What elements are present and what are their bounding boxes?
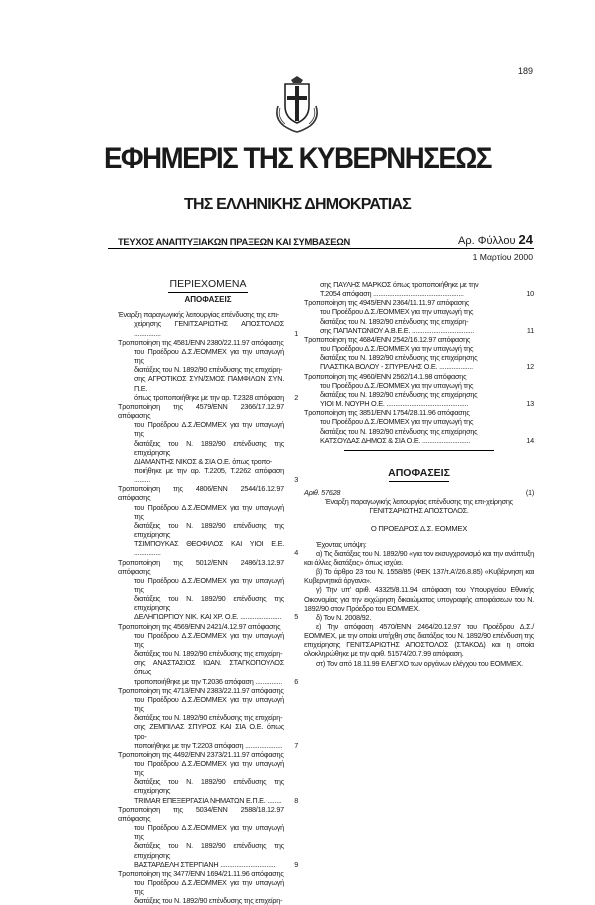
- contents-entry: [118, 622, 298, 686]
- contents-entry-line: ΤΣΙΜΠΟΥΚΑΣ ΘΕΟΦΙΛΟΣ ΚΑΙ ΥΙΟΙ Ε.Ε. ...............: [134, 539, 284, 558]
- contents-entry: [118, 484, 298, 557]
- contents-entry-line: του Προέδρου Δ.Σ./ΕΟΜΜΕΧ για την υπαγωγή της: [320, 380, 474, 390]
- contents-entry-page: 1: [294, 328, 298, 338]
- contents-entry-line: διατάξεις του Ν. 1892/90 επένδυσης της επιχείρη-: [134, 713, 283, 723]
- contents-entry-line: Τροποποίηση της 4492/ΕΝΝ 2373/21.11.97 απόφασης: [118, 749, 284, 759]
- contents-entry-line: ΚΑΤΣΟΥΔΑΣ ΔΗΜΟΣ & ΣΙΑ Ο.Ε. ...........................: [320, 435, 471, 445]
- gazette-subtitle: ΤΗΣ ΕΛΛΗΝΙΚΗΣ ΔΗΜΟΚΡΑΤΙΑΣ: [184, 196, 411, 213]
- contents-entry-page: 7: [294, 740, 298, 750]
- contents-entry-line: διατάξεις του Ν. 1892/90 επένδυσης της επιχείρησης: [320, 389, 478, 399]
- contents-entry-page: 5: [294, 612, 298, 622]
- contents-entry-line: διατάξεις του Ν. 1892/90 επένδυσης της επιχείρησης: [134, 777, 284, 796]
- contents-entry-page: 11: [526, 325, 534, 335]
- act-paragraph: ε) Την απόφαση 4570/ΕΝΝ 2464/20.12.97 του Προέδρου Δ.Σ./ΕΟΜΜΕΧ, με την οποία υπήχθη στις διατάξεις του Ν. 1892/90 επένδυση της επιχείρησης ΓΕΝΙΤΣΑΡΙΩΤΗΣ ΑΠΟΣΤΟΛΟΣ (ΣΤΑΚΟΔ) και η οποία ολοκληρώθηκε με την αριθ. 51574/20.7.99 απόφαση.: [304, 622, 534, 659]
- gazette-series: ΤΕΥΧΟΣ ΑΝΑΠΤΥΞΙΑΚΩΝ ΠΡΑΞΕΩΝ ΚΑΙ ΣΥΜΒΑΣΕΩΝ: [118, 236, 350, 247]
- contents-entry: [118, 558, 298, 622]
- contents-entry-line: διατάξεις του Ν. 1892/90 επένδυσης της επιχείρη-: [134, 649, 283, 659]
- contents-entry-line: Τροποποίηση της 3851/ΕΝΝ 1754/28.11.96 απόφασης: [304, 408, 470, 418]
- contents-entry-line: TRIMAR ΕΠΕΞΕΡΓΑΣΙΑ ΝΗΜΑΤΩΝ Ε.Π.Ε. ........: [134, 795, 282, 805]
- contents-entry-line: Τροποποίηση της 4684/ΕΝΝ 2542/16.12.97 απόφασης: [304, 334, 471, 344]
- act-paragraph: δ) Τον Ν. 2008/92.: [316, 612, 372, 622]
- contents-entry-page: 2: [294, 392, 298, 402]
- contents-entry-page: 4: [294, 548, 298, 558]
- contents-entry: [118, 402, 298, 484]
- contents-entry-line: διατάξεις του Ν. 1892/90 επένδυσης της επιχείρη-: [320, 316, 469, 326]
- contents-entry-line: του Προέδρου Δ.Σ./ΕΟΜΜΕΧ για την υπαγωγή της: [134, 694, 284, 714]
- contents-entry: [118, 805, 298, 869]
- act-index: (1): [525, 487, 534, 497]
- contents-entry-line: Τροποποίηση της 3477/ΕΝΝ 1694/21.11.96 απόφασης: [118, 868, 284, 878]
- act-subject: Έναρξη παραγωγικής λειτουργίας επένδυσης της επι-χείρησης ΓΕΝΙΤΣΑΡΙΩΤΗΣ ΑΠΟΣΤΟΛΟΣ.: [325, 497, 513, 516]
- contents-entry-line: σης ΑΝΑΣΤΑΣΙΟΣ ΙΩΑΝ. ΣΤΑΓΚΟΠΟΥΛΟΣ όπως: [134, 658, 284, 677]
- contents-title: ΠΕΡΙΕΧΟΜΕΝΑ: [169, 278, 247, 290]
- contents-entry-line: του Προέδρου Δ.Σ./ΕΟΜΜΕΧ για την υπαγωγή της: [134, 502, 284, 521]
- issue-number: [458, 232, 533, 247]
- contents-entry-line: Τροποποίηση της 4945/ΕΝΝ 2364/11.11.97 απόφασης: [304, 298, 470, 308]
- contents-entry-line: του Προέδρου Δ.Σ./ΕΟΜΜΕΧ για την υπαγωγή της: [134, 823, 284, 842]
- contents-entry: [118, 750, 298, 805]
- issue-number-value: 24: [518, 232, 533, 247]
- contents-entry-line: ΠΛΑΣΤΙΚΑ ΒΟΛΟΥ - ΣΠΥΡΕΛΗΣ Ο.Ε. ...................: [320, 362, 473, 372]
- contents-entry-line: σης ΖΕΜΠΙΛΑΣ ΣΠΥΡΟΣ ΚΑΙ ΣΙΑ Ο.Ε. όπως τρο-: [134, 722, 284, 741]
- act-paragraph: στ) Τον από 18.11.99 ΕΛΕΓΧΟ των οργάνων ελέγχου του ΕΟΜΜΕΧ.: [316, 658, 523, 668]
- contents-entry-line: του Προέδρου Δ.Σ./ΕΟΜΜΕΧ για την υπαγωγή της: [134, 346, 284, 366]
- contents-entry-line: διατάξεις του Ν. 1892/90 επένδυσης της επιχείρησης: [134, 594, 284, 613]
- contents-entry-line: τροποποιήθηκε με την Τ.2036 απόφαση ...............: [134, 676, 283, 686]
- contents-entry-line: διατάξεις του Ν. 1892/90 επένδυσης της επιχείρησης: [320, 353, 478, 363]
- act-paragraph: β) Το άρθρο 23 του Ν. 1558/85 (ΦΕΚ 137/τ.Α'/26.8.85) «Κυβέρνηση και Κυβερνητικά όργανα».: [304, 567, 534, 586]
- contents-entry-line: διατάξεις του Ν. 1892/90 επένδυσης της επιχείρησης: [134, 438, 284, 457]
- contents-entry: [304, 280, 534, 298]
- contents-entry-line: σης ΠΑΠΑΝΤΩΝΙΟΥ Α.Β.Ε.Ε. ...................................: [320, 325, 475, 335]
- contents-entry-page: 9: [294, 859, 298, 869]
- contents-entry: [304, 408, 534, 445]
- contents-entry-line: ΥΙΟΙ Μ. ΝΟΥΡΗ Ο.Ε. ..............................................: [320, 399, 469, 409]
- decisions-title: ΑΠΟΦΑΣΕΙΣ: [388, 466, 450, 479]
- contents-entry-line: του Προέδρου Δ.Σ./ΕΟΜΜΕΧ για την υπαγωγή της: [134, 630, 284, 649]
- contents-entry: [304, 298, 534, 335]
- issue-label: Αρ. Φύλλου: [458, 235, 516, 247]
- contents-entry-line: ΒΑΣΤΑΡΔΕΛΗ ΣΤΕΡΓΙΑΝΗ ...............................: [134, 859, 276, 869]
- greek-coat-of-arms-emblem: [272, 76, 322, 134]
- contents-entry-line: Τροποποίηση της 4569/ΕΝΝ 2421/4.12.97 απόφασης: [118, 621, 281, 631]
- contents-rule: [168, 292, 248, 293]
- contents-entry: [304, 372, 534, 409]
- contents-entry-page: 14: [526, 435, 534, 445]
- header-rule: [108, 248, 534, 249]
- contents-entry-line: του Προέδρου Δ.Σ./ΕΟΜΜΕΧ για την υπαγωγή της: [320, 344, 474, 354]
- contents-entry-line: σης ΠΑΥΛΗΣ ΜΑΡΚΟΣ όπως τροποποιήθηκε με την: [320, 280, 479, 289]
- contents-entry-line: διατάξεις του Ν. 1892/90 επένδυσης της επιχείρησης: [134, 520, 284, 540]
- contents-entry-line: ποιήθηκε με την αρ. Τ.2205, Τ.2262 απόφαση .........: [134, 465, 284, 485]
- contents-list-left: [118, 310, 298, 905]
- contents-entry-page: 13: [526, 399, 534, 409]
- right-column: [304, 280, 534, 668]
- contents-entry-line: ποποιήθηκε με την Τ.2203 απόφαση .....................: [134, 740, 283, 750]
- contents-end-rule: [344, 450, 494, 451]
- contents-entry-line: Τροποποίηση της 5034/ΕΝΝ 2588/18.12.97 απόφασης: [118, 804, 284, 823]
- contents-entry-line: του Προέδρου Δ.Σ./ΕΟΜΜΕΧ για την υπαγωγή της: [134, 575, 284, 594]
- contents-entry-line: του Προέδρου Δ.Σ./ΕΟΜΜΕΧ για την υπαγωγή της: [134, 758, 284, 778]
- contents-entry-line: του Προέδρου Δ.Σ./ΕΟΜΜΕΧ για την υπαγωγή της: [320, 417, 474, 427]
- contents-entry-line: του Προέδρου Δ.Σ./ΕΟΜΜΕΧ για την υπαγωγή της: [320, 307, 474, 317]
- gazette-title: ΕΦΗΜΕΡΙΣ ΤΗΣ ΚΥΒΕΡΝΗΣΕΩΣ: [103, 142, 492, 175]
- act-paragraph: γ) Την υπ' αριθ. 43325/8.11.94 απόφαση του Υπουργείου Εθνικής Οικονομίας για την εκχώρηση δικαιώματος υπογραφής αποφάσεων του Ν. 1892/90 στον Πρόεδρο του ΕΟΜΜΕΧ.: [304, 585, 534, 613]
- contents-entry-page: 10: [526, 289, 534, 299]
- act-body: [304, 540, 534, 668]
- contents-entry-line: όπως τροποποιήθηκε με την αρ. Τ.2328 απόφαση: [134, 392, 284, 402]
- contents-entry-line: διατάξεις του Ν. 1892/90 επένδυσης της επιχείρη-: [134, 896, 283, 905]
- decisions-rule: [389, 481, 449, 482]
- contents-entry-line: Τροποποίηση της 4960/ΕΝΝ 2562/14.1.98 απόφασης: [304, 371, 467, 381]
- contents-left-column: [118, 280, 298, 905]
- contents-entry: [118, 310, 298, 337]
- contents-entry-line: Τροποποίηση της 4713/ΕΝΝ 2383/22.11.97 απόφασης: [118, 685, 284, 695]
- contents-entry-page: 12: [526, 362, 534, 372]
- contents-entry-page: 8: [294, 795, 298, 805]
- contents-entry-page: 6: [294, 676, 298, 686]
- contents-entry-line: του Προέδρου Δ.Σ./ΕΟΜΜΕΧ για την υπαγωγή της: [134, 420, 284, 439]
- contents-entry: [304, 335, 534, 372]
- act-paragraph: Έχοντας υπόψη:: [316, 539, 367, 549]
- act-issuer: Ο ΠΡΟΕΔΡΟΣ Δ.Σ. ΕΟΜΜΕΧ: [370, 524, 468, 534]
- contents-entry-line: ΔΙΑΜΑΝΤΗΣ ΝΙΚΟΣ & ΣΙΑ Ο.Ε. όπως τροπο-: [134, 456, 272, 466]
- contents-entry-line: χείρησης ΓΕΝΙΤΣΑΡΙΩΤΗΣ ΑΠΟΣΤΟΛΟΣ ...............: [134, 319, 284, 338]
- contents-entry-line: Έναρξη παραγωγικής λειτουργίας επένδυσης της επι-: [118, 310, 279, 320]
- issue-date: 1 Μαρτίου 2000: [472, 252, 533, 262]
- contents-section-title: ΑΠΟΦΑΣΕΙΣ: [184, 295, 232, 305]
- contents-entry-line: Τροποποίηση της 4581/ΕΝΝ 2380/22.11.97 απόφασης: [118, 337, 284, 347]
- contents-entry-line: ΔΕΛΗΓΙΩΡΓΙΟΥ ΝΙΚ. ΚΑΙ ΧΡ. Ο.Ε. .......................: [134, 612, 282, 622]
- contents-entry-line: του Προέδρου Δ.Σ./ΕΟΜΜΕΧ για την υπαγωγή της: [134, 878, 284, 897]
- page-number: 189: [517, 66, 533, 76]
- contents-entry-line: σης ΑΓΡΟΤΙΚΟΣ ΣΥΝ/ΣΜΟΣ ΠΑΜΦΙΛΩΝ ΣΥΝ. Π.Ε.: [134, 374, 284, 393]
- contents-entry-line: διατάξεις του Ν. 1892/90 επένδυσης της επιχείρησης: [134, 841, 284, 860]
- contents-entry: [118, 338, 298, 402]
- contents-entry: [118, 869, 298, 905]
- contents-entry-line: διατάξεις του Ν. 1892/90 επένδυσης της επιχείρη-: [134, 365, 283, 375]
- contents-entry-line: Τροποποίηση της 5012/ΕΝΝ 2486/13.12.97 απόφασης: [118, 557, 284, 576]
- act-number: Αριθ. 57628: [304, 487, 341, 497]
- contents-entry-page: 3: [294, 475, 298, 485]
- act-paragraph: α) Τις διατάξεις του Ν. 1892/90 «για τον εκσυγχρονισμό και την ανάπτυξη και άλλες διατάξεις» όπως ισχύει.: [304, 548, 534, 567]
- contents-entry-line: Τ.2054 απόφαση ...................................................: [320, 289, 464, 299]
- contents-entry: [118, 686, 298, 750]
- contents-entry-line: διατάξεις του Ν. 1892/90 επένδυσης της επιχείρησης: [320, 426, 478, 436]
- contents-entry-line: Τροποποίηση της 4579/ΕΝΝ 2366/17.12.97 απόφασης: [118, 401, 284, 421]
- contents-list-right: [304, 280, 534, 445]
- contents-entry-line: Τροποποίηση της 4806/ΕΝΝ 2544/16.12.97 απόφασης: [118, 484, 284, 503]
- act-header: [304, 488, 534, 497]
